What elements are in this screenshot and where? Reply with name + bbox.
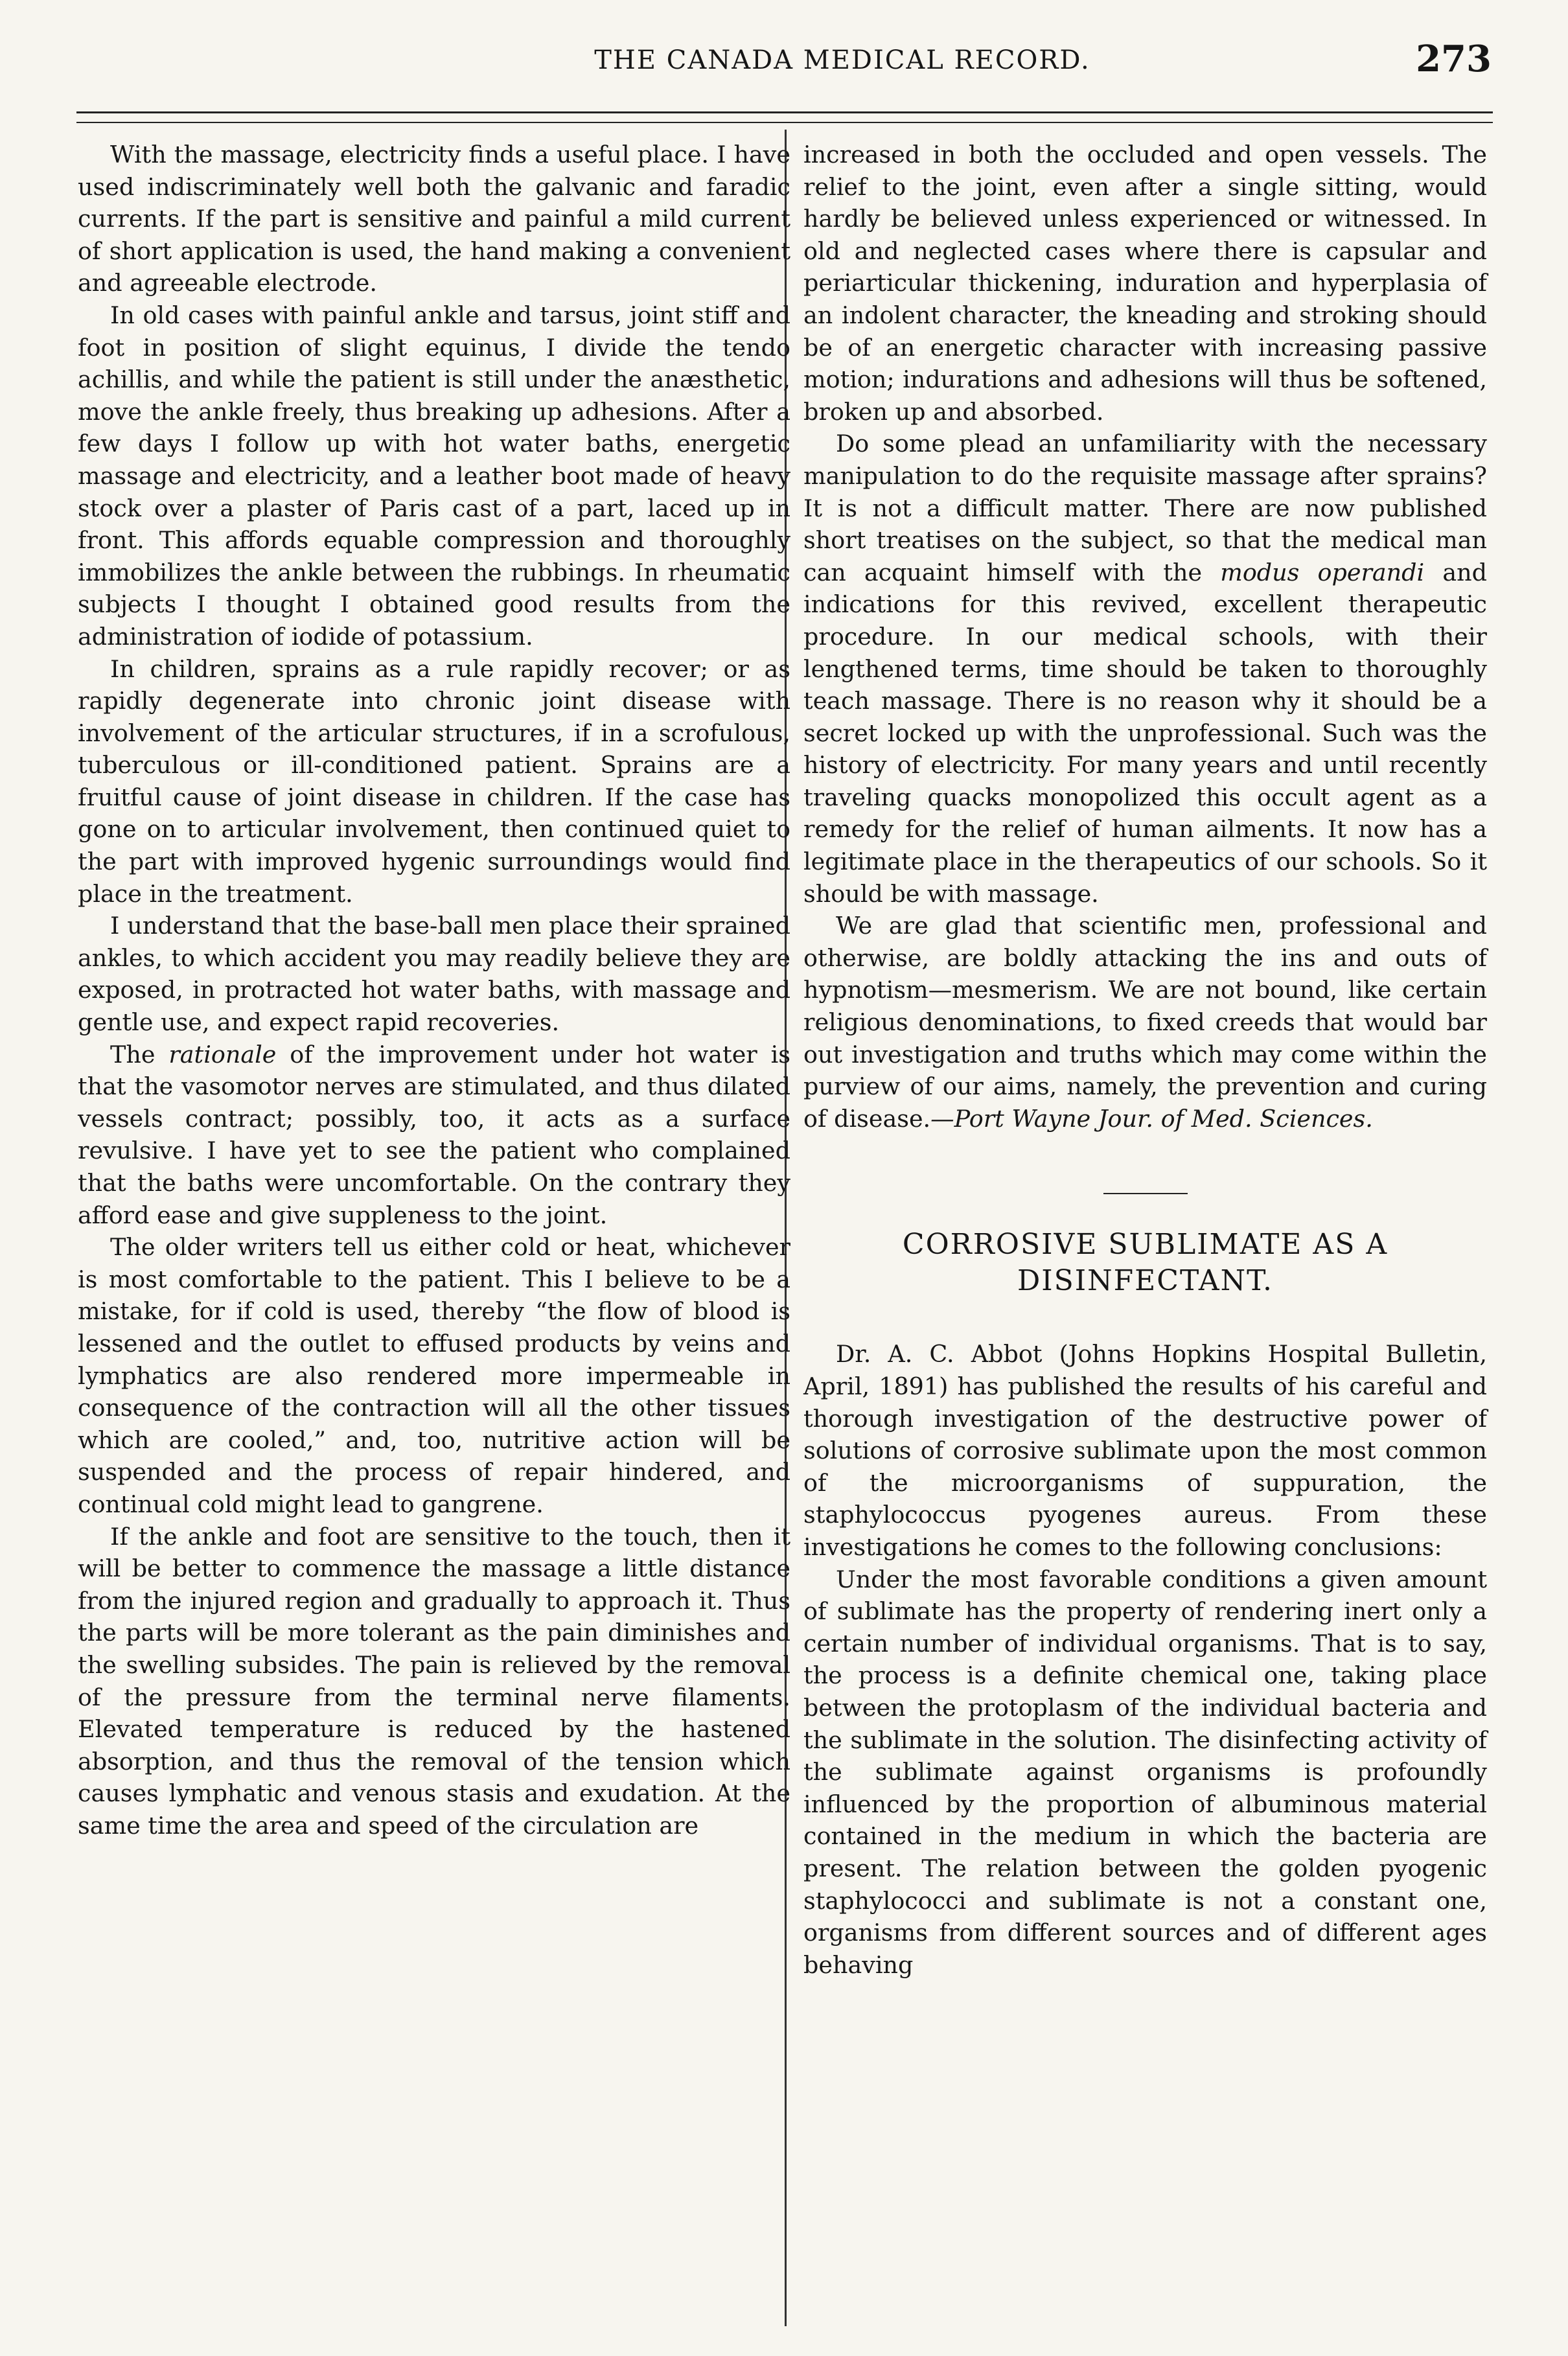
modus-lead: Do some plead an unfamiliarity with the necessary manipulation to do the requisite massage after sprains? It is not a difficult matter. There are now published short treatises on the subject, so that the medical man can acquaint himself with the [803, 430, 1487, 586]
paragraph-sensitive-touch: If the ankle and foot are sensitive to the touch, then it will be better to commence the massage a little distance from the injured region and gradually to approach it. Thus the parts will be more tolerant as the pain diminishes and the swelling subsides. The pain is relieved by the removal of the pressure from the terminal nerve filaments. Elevated temperature is reduced by the hastened absorption, and thus the removal of the tension which causes lymphatic and venous stasis and exudation. At the same time the area and speed of the circulation are [78, 1522, 790, 1840]
paragraph-modus-operandi [803, 428, 1487, 910]
paragraph-old-cases: In old cases with painful ankle and tarsus, joint stiff and foot in position of slight equinus, I divide the tendo achillis, and while the patient is still under the anæsthetic, move the ankle freely, thus breaking up adhesions. After a few days I follow up with hot water baths, energetic massage and electricity, and a leather boot made of heavy stock over a plaster of Paris cast of a part, laced up in front. This affords equable compression and thoroughly immobilizes the ankle between the rubbings. In rheumatic subjects I thought I obtained good results from the administration of iodide of potassium. [78, 301, 790, 651]
paragraph-abbot: Dr. A. C. Abbot (Johns Hopkins Hospital Bulletin, April, 1891) has published the results of his careful and thorough investigation of the destructive power of solutions of corrosive sublimate upon the most common of the microorganisms of suppuration, the staphylococcus pyogenes aureus. From these investigations he comes to the following conclusions: [803, 1340, 1487, 1561]
rationale-term: rationale [168, 1040, 277, 1068]
paragraph-rationale [78, 1039, 790, 1232]
section-separator [1103, 1193, 1188, 1194]
running-head: THE CANADA MEDICAL RECORD. [594, 45, 1090, 75]
paragraph-electricity: With the massage, electricity finds a useful place. I have used indiscriminately well both the galvanic and faradic currents. If the part is sensitive and painful a mild current of short application is used, the hand making a convenient and agreeable electrode. [78, 141, 790, 297]
paragraph-base-ball: I understand that the base-ball men place their sprained ankles, to which accident you may readily believe they are exposed, in protracted hot water baths, with massage and gentle use, and expect rapid recoveries. [78, 912, 790, 1037]
paragraph-children: In children, sprains as a rule rapidly recover; or as rapidly degenerate into chronic joint disease with involvement of the articular structures, if in a scrofulous, tuberculous or ill-conditioned patient. Sprains are a fruitful cause of joint disease in children. If the case has gone on to articular involvement, then continued quiet to the part with improved hygenic surroundings would find place in the treatment. [78, 654, 790, 908]
modus-term: modus operandi [1220, 558, 1425, 586]
paragraph-cold-or-heat: The older writers tell us either cold or heat, whichever is most comfortable to the patient. This I believe to be a mistake, for if cold is used, thereby “the flow of blood is lessened and the outlet to effused products by veins and lymphatics are also rendered more impermeable in consequence of the contraction will all the other tissues which are cooled,” and, too, nutritive action will be suspended and the process of repair hindered, and continual cold might lead to gangrene. [78, 1233, 790, 1518]
paragraph-continuation: increased in both the occluded and open vessels. The relief to the joint, even after a single sitting, would hardly be believed unless experienced or witnessed. In old and neglected cases where there is capsular and periarticular thickening, induration and hyperplasia of an indolent character, the kneading and stroking should be of an energetic character with increasing passive motion; indurations and adhesions will thus be softened, broken up and absorbed. [803, 141, 1487, 426]
right-column [803, 139, 1487, 1981]
paragraph-conclusion: Under the most favorable conditions a given amount of sublimate has the property of rendering inert only a certain number of individual organisms. That is to say, the process is a definite chemical one, taking place between the protoplasm of the individual bacteria and the sublimate in the solution. The disinfecting activity of the sublimate against organisms is profoundly influenced by the proportion of albuminous material contained in the medium in which the bacteria are present. The relation between the golden pyogenic staphylococci and sublimate is not a constant one, organisms from different sources and of different ages behaving [803, 1565, 1487, 1979]
left-column [78, 139, 790, 1842]
header-rule-top [76, 111, 1493, 113]
rationale-body: of the improvement under hot water is that the vasomotor nerves are stimulated, and thus dilated vessels contract; possibly, too, it acts as a surface revulsive. I have yet to see the patient who complained that the baths were uncomfortable. On the contrary they afford ease and give suppleness to the joint. [78, 1040, 790, 1229]
header-rule-bottom [76, 122, 1493, 123]
section-heading: CORROSIVE SUBLIMATE AS A DISINFECTANT. [902, 1228, 1389, 1298]
hypnotism-text: We are glad that scientific men, professional and otherwise, are boldly attacking the ins and outs of hypnotism—mesmerism. We are not bound, like certain religious denominations, to fixed creeds that would bar out investigation and truths which may come within the purview of our aims, namely, the prevention and curing of disease. [803, 912, 1487, 1133]
modus-body: and indications for this revived, excellent therapeutic procedure. In our medical schools, with their lengthened terms, time should be taken to thoroughly teach massage. There is no reason why it should be a secret locked up with the unprofessional. Such was the history of electricity. For many years and until recently traveling quacks monopolized this occult agent as a remedy for the relief of human ailments. It now has a legitimate place in the therapeutics of our schools. So it should be with massage. [803, 558, 1487, 908]
hypnotism-source: —Port Wayne Jour. of Med. Sciences. [930, 1104, 1373, 1133]
page-number: 273 [1416, 38, 1492, 80]
paragraph-hypnotism [803, 910, 1487, 1135]
rationale-lead: The [110, 1040, 169, 1068]
